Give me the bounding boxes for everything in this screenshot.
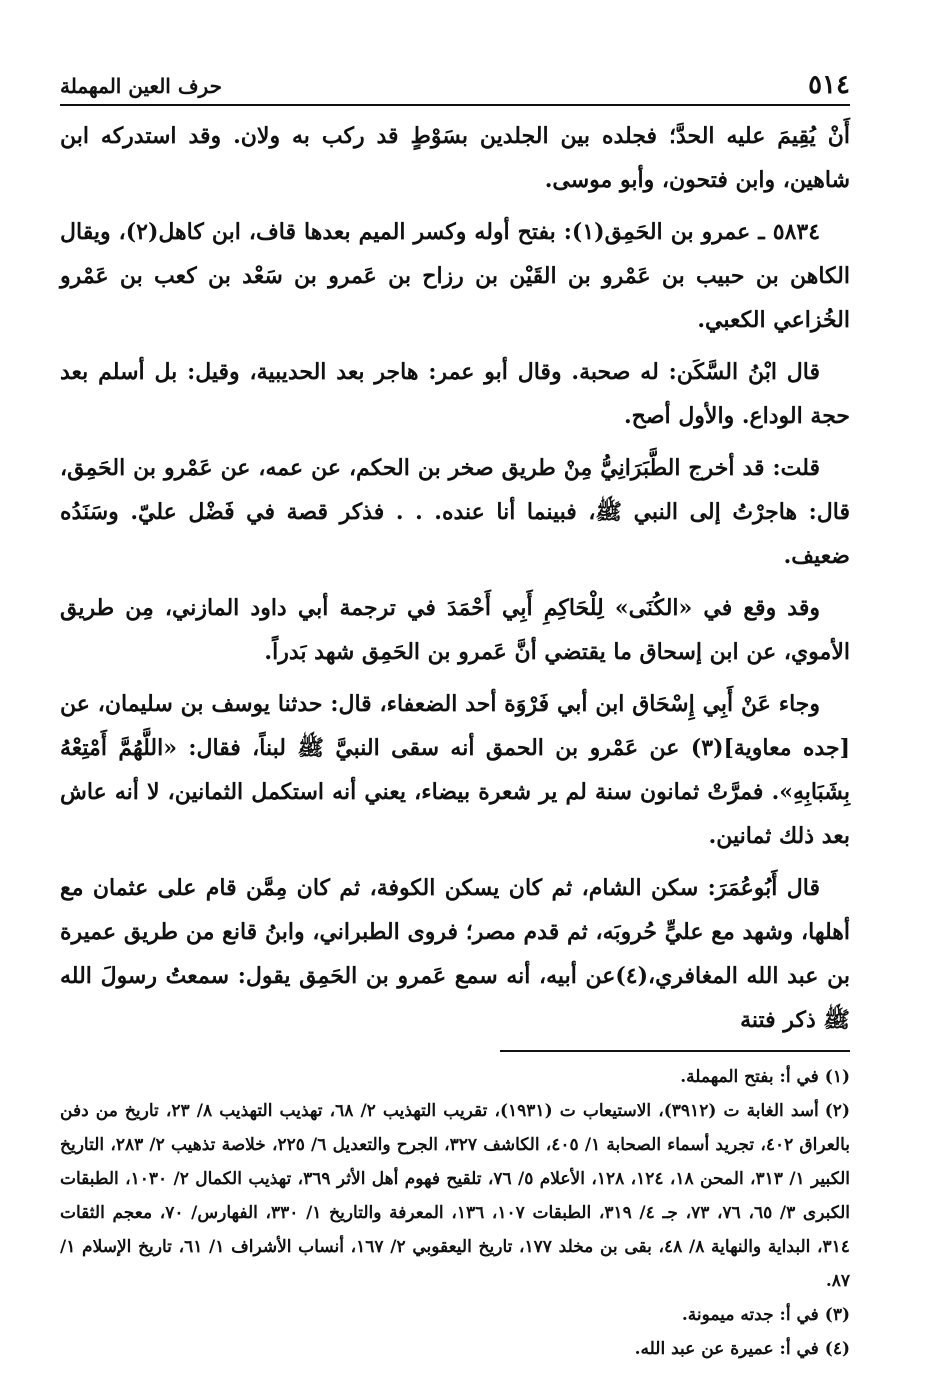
footnote-text: في أ: عميرة عن عبد الله. (634, 1339, 819, 1359)
footnote-text: في أ: جدته ميمونة. (681, 1305, 819, 1325)
running-title: حرف العين المهملة (60, 74, 232, 98)
page-header (60, 68, 850, 106)
paragraph-tabarani: قلت: قد أخرج الطَّبَرَانِيُّ مِنْ طريق صخر بن الحكم، عن عمه، عن عَمْرو بن الحَمِق، قال: هاجرْتُ إلى النبي ﷺ، فبينما أنا عنده. . . فذكر قصة في فَضْل عليّ. وسَنَدُه ضعيف. (60, 455, 850, 569)
footnote-number: (٣) (824, 1305, 850, 1325)
footnote-text: في أ: بفتح المهملة. (680, 1067, 819, 1087)
paragraph-abi-farwa: وجاء عَنْ أَبِي إِسْحَاق ابن أبي فَرْوَة أحد الضعفاء، قال: حدثنا يوسف بن سليمان، عن [جده معاوية](٣) عن عَمْرو بن الحمق أنه سقى النبيَّ ﷺ لبناً، فقال: «اللَّهُمَّ أَمْتِعْهُ بِشَبَابِهِ». فمرَّتْ ثمانون سنة لم ير شعرة بيضاء، يعني أنه استكمل الثمانين، لا أنه عاش بعد ذلك ثمانين. (60, 691, 850, 849)
paragraph-ibn-alsakan: قال ابْنُ السَّكَن: له صحبة. وقال أبو عمر: هاجر بعد الحديبية، وقيل: بل أسلم بعد حجة الوداع. والأول أصح. (60, 359, 850, 429)
footnote-2 (60, 1094, 850, 1298)
page-number: ٥١٤ (798, 70, 850, 100)
footnote-4 (60, 1332, 850, 1366)
paragraph-kuna: وقد وقع في «الكُنَى» لِلْحَاكِمِ أَبِي أَحْمَدَ في ترجمة أبي داود المازني، مِن طريق الأموي، عن ابن إسحاق ما يقتضي أنَّ عَمرو بن الحَمِق شهد بَدراً. (60, 595, 850, 665)
footnote-text: أسد الغابة ت (٣٩١٢)، الاستيعاب ت (١٩٣١)، تقريب التهذيب ٢/ ٦٨، تهذيب التهذيب ٨/ ٢٣، تاريخ من دفن بالعراق ٤٠٢، تجريد أسماء الصحابة ١/ ٤٠٥، الكاشف ٣٢٧، الجرح والتعديل ٦/ ٢٢٥، خلاصة تذهيب ٢/ ٢٨٣، التاريخ الكبير ١/ ٣١٣، المحن ١٨، ١٢٤، ١٢٨، الأعلام ٥/ ٧٦، تلقيح فهوم أهل الأثر ٣٦٩، تهذيب الكمال ٢/ ١٠٣٠، الطبقات الكبرى ٣/ ٦٥، ٧٦، ٧٣، جـ ٤/ ٣١٩، الطبقات ١٠٧، ١٣٦، المعرفة والتاريخ ١/ ٣٣٠، الفهارس/ ٧٠، معجم الثقات ٣١٤، البداية والنهاية ٨/ ٤٨، بقى بن مخلد ١٧٧، تاريخ اليعقوبي ٢/ ١٦٧، أنساب الأشراف ١/ ٦١، تاريخ الإسلام ١/ ٨٧. (60, 1101, 850, 1291)
paragraph-abu-umar: قال أَبُوعُمَرَ: سكن الشام، ثم كان يسكن الكوفة، ثم كان مِمَّن قام على عثمان مع أهلها، وشهد مع عليٍّ حُروبَه، ثم قدم مصر؛ فروى الطبراني، وابنُ قانع من طريق عميرة بن عبد الله المغافري،(٤)عن أبيه، أنه سمع عَمرو بن الحَمِق يقول: سمعتُ رسولَ الله ﷺ ذكر فتنة (60, 875, 850, 1033)
footnotes (60, 1060, 850, 1366)
book-page (60, 68, 850, 1366)
footnote-number: (٢) (824, 1101, 850, 1121)
paragraph-continuation: أَنْ يُقِيمَ عليه الحدَّ؛ فجلده بين الجلدين بسَوْطٍ قد ركب به ولان. وقد استدركه ابن شاهين، وابن فتحون، وأبو موسى. (60, 123, 850, 193)
footnote-number: (٤) (824, 1339, 850, 1359)
entry-5834-heading: ٥٨٣٤ ـ عمرو بن الحَمِق(١): بفتح أوله وكسر الميم بعدها قاف، ابن كاهل(٢)، ويقال الكاهن بن حبيب بن عَمْرو بن القَيْن بن رزاح بن عَمرو بن سَعْد بن كعب بن عَمْرو الخُزاعي الكعبي. (60, 219, 850, 333)
footnote-3 (60, 1298, 850, 1332)
footnote-1 (60, 1060, 850, 1094)
footnote-separator (500, 1050, 850, 1052)
footnote-number: (١) (824, 1067, 850, 1087)
